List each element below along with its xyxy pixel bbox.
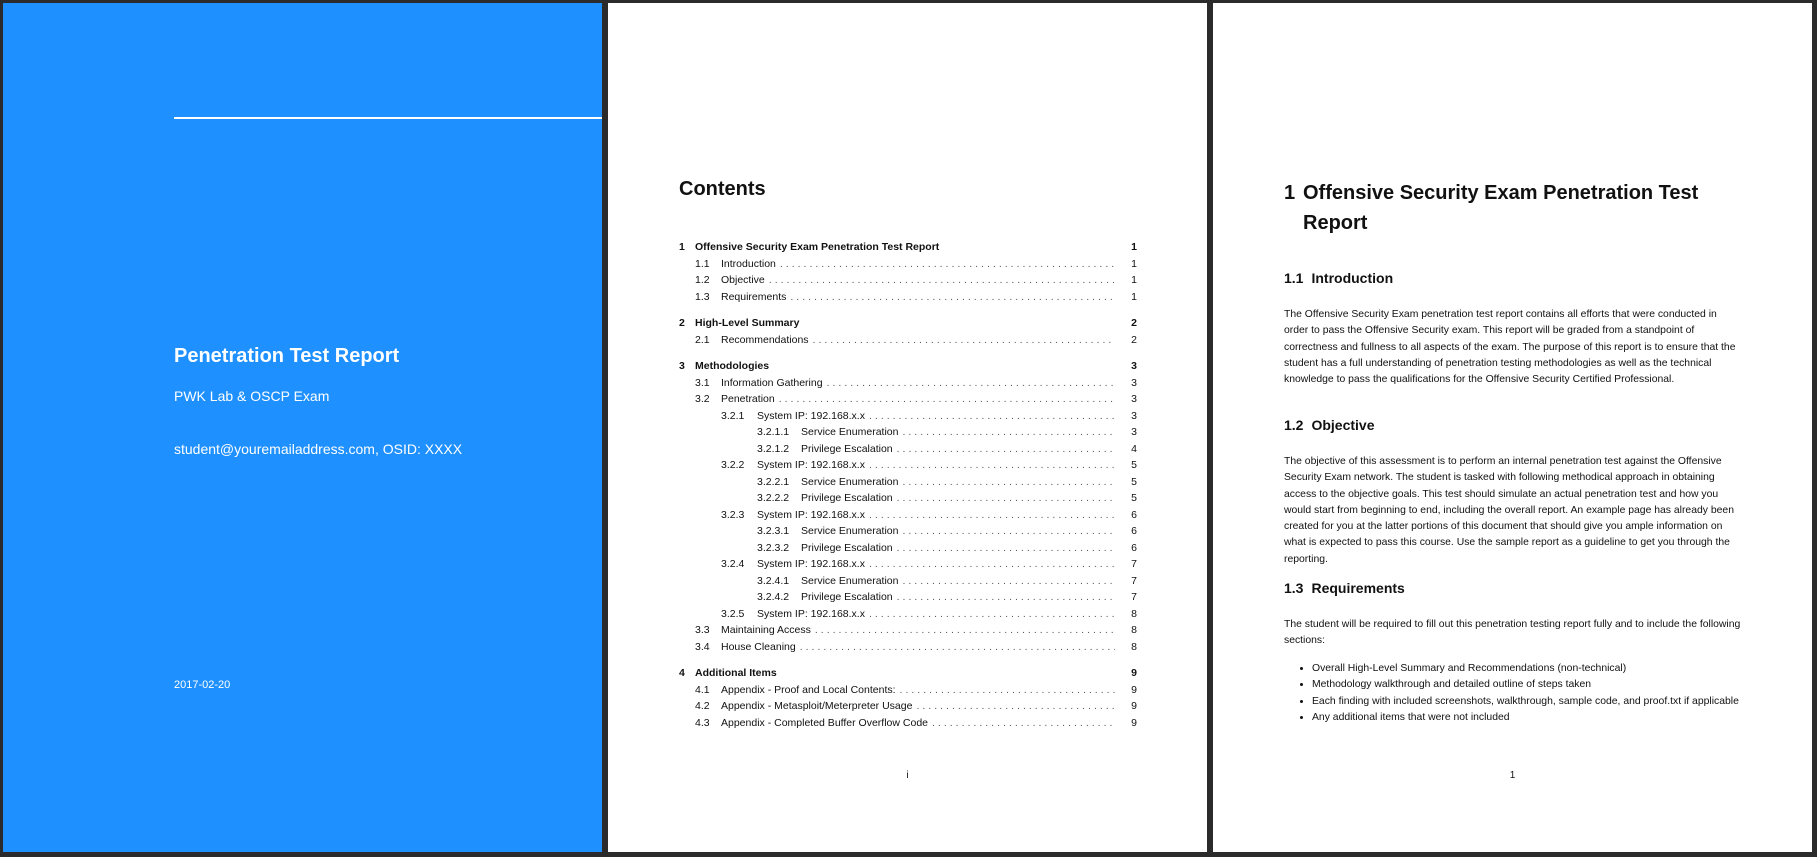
toc-entry[interactable]	[679, 317, 1137, 334]
toc-entry-number: 3.3	[695, 624, 710, 636]
toc-leader-dots	[780, 258, 1115, 270]
chapter-number: 1	[1284, 182, 1296, 204]
cover-date: 2017-02-20	[174, 679, 231, 691]
toc-entry-title: System IP: 192.168.x.x	[757, 607, 865, 620]
toc-entry[interactable]	[679, 360, 1137, 377]
toc-entry-title: Introduction	[721, 257, 776, 270]
toc-entry-number: 1.2	[695, 274, 710, 286]
toc-entry[interactable]	[679, 241, 1137, 258]
toc-entry-number: 3.2.3.2	[757, 541, 790, 554]
list-item: • Methodology walkthrough and detailed outline of steps taken	[1312, 677, 1770, 693]
toc-entry-page: 1	[1131, 274, 1137, 286]
toc-leader-dots	[869, 459, 1115, 471]
toc-entry-page: 3	[1131, 376, 1137, 389]
toc-entry[interactable]	[679, 525, 1137, 542]
toc-entry[interactable]	[679, 591, 1137, 608]
toc-entry-number: 3.2.3.1	[757, 525, 790, 537]
toc-entry-title: Privilege Escalation	[801, 442, 893, 455]
toc-entry-title: Privilege Escalation	[801, 591, 893, 603]
toc-entry-title: System IP: 192.168.x.x	[757, 508, 865, 521]
toc-entry-page: 5	[1131, 459, 1137, 471]
section-heading-introduction	[1284, 270, 1393, 286]
toc-entry[interactable]	[679, 410, 1137, 427]
page-number: 1	[1509, 770, 1516, 781]
toc-entry-title: Service Enumeration	[801, 525, 899, 537]
toc-entry[interactable]	[679, 291, 1137, 308]
toc-leader-dots	[813, 334, 1115, 346]
toc-entry-title: High-Level Summary	[695, 317, 800, 329]
toc-entry-page: 9	[1131, 683, 1137, 696]
toc-entry-number: 2.1	[695, 333, 710, 346]
toc-entry[interactable]	[679, 274, 1137, 291]
toc-entry-page: 6	[1131, 541, 1137, 554]
toc-entry-title: Appendix - Metasploit/Meterpreter Usage	[721, 700, 913, 712]
toc-entry[interactable]	[679, 509, 1137, 526]
toc-entry[interactable]	[679, 492, 1137, 509]
toc-entry-title: Appendix - Proof and Local Contents:	[721, 683, 896, 696]
cover-title: Penetration Test Report	[174, 345, 400, 367]
toc-entry-title: Privilege Escalation	[801, 492, 893, 504]
toc-entry-number: 1.1	[695, 257, 710, 270]
toc-entry-page: 3	[1131, 393, 1137, 405]
toc-leader-dots	[916, 700, 1115, 712]
toc-entry-page: 8	[1131, 624, 1137, 636]
toc-entry[interactable]	[679, 684, 1137, 701]
cover-divider	[174, 117, 602, 119]
toc-entry-page: 9	[1131, 667, 1137, 679]
toc-entry-page: 1	[1131, 241, 1137, 253]
toc-entry[interactable]	[679, 459, 1137, 476]
toc-entry-page: 1	[1131, 257, 1137, 270]
chapter-title: Offensive Security Exam Penetration Test Report	[1303, 182, 1699, 234]
toc-leader-dots	[869, 509, 1115, 521]
toc-leader-dots	[897, 492, 1115, 504]
toc-entry[interactable]	[679, 443, 1137, 460]
toc-entry-page: 6	[1131, 525, 1137, 537]
section-heading-objective	[1284, 417, 1375, 433]
toc-leader-dots	[897, 443, 1115, 455]
toc-leader-dots	[897, 542, 1115, 554]
toc-entry[interactable]	[679, 542, 1137, 559]
toc-entry[interactable]	[679, 667, 1137, 684]
toc-entry-number: 4	[679, 667, 685, 679]
toc-entry-number: 3.2.3	[721, 508, 745, 521]
section-number: 1.3	[1284, 580, 1304, 596]
page-number: i	[906, 770, 909, 781]
toc-entry-number: 3.1	[695, 376, 710, 389]
toc-entry-number: 2	[679, 317, 685, 329]
toc-entry-number: 3.2.1	[721, 409, 745, 422]
toc-entry-title: Service Enumeration	[801, 475, 899, 488]
toc-entry-title: Information Gathering	[721, 376, 823, 389]
section-title: Requirements	[1311, 580, 1405, 596]
toc-leader-dots	[902, 476, 1115, 488]
toc-entry-title: System IP: 192.168.x.x	[757, 558, 865, 570]
toc-entry-page: 7	[1131, 591, 1137, 603]
section-heading-requirements	[1284, 580, 1405, 596]
toc-entry[interactable]	[679, 575, 1137, 592]
toc-entry-number: 1.3	[695, 290, 710, 303]
toc-entry-title: Privilege Escalation	[801, 541, 893, 554]
toc-entry[interactable]	[679, 377, 1137, 394]
toc-entry-page: 4	[1131, 442, 1137, 455]
toc-entry-title: System IP: 192.168.x.x	[757, 459, 865, 471]
toc-entry-page: 5	[1131, 475, 1137, 488]
toc-entry-number: 3.2.1.2	[757, 442, 790, 455]
toc-leader-dots	[902, 575, 1115, 587]
toc-entry-page: 8	[1131, 607, 1137, 620]
toc-leader-dots	[769, 274, 1115, 286]
toc-entry[interactable]	[679, 558, 1137, 575]
toc-entry-title: House Cleaning	[721, 640, 796, 653]
toc-entry[interactable]	[679, 258, 1137, 275]
toc-entry-page: 9	[1131, 700, 1137, 712]
toc-entry-title: Requirements	[721, 290, 787, 303]
cover-subtitle: PWK Lab & OSCP Exam	[174, 388, 330, 404]
toc-leader-dots	[869, 558, 1115, 570]
toc-entry-number: 3.2.2.2	[757, 492, 790, 504]
cover-author: student@youremailaddress.com, OSID: XXXX	[174, 441, 463, 457]
toc-entry-title: System IP: 192.168.x.x	[757, 409, 865, 422]
toc-leader-dots	[815, 624, 1115, 636]
toc-entry-number: 1	[679, 241, 685, 253]
contents-heading: Contents	[679, 178, 766, 200]
list-item: • Any additional items that were not included	[1312, 710, 1770, 726]
toc-entry-title: Additional Items	[695, 667, 777, 679]
toc-leader-dots	[897, 591, 1115, 603]
toc-entry-number: 4.1	[695, 683, 710, 696]
section-number: 1.2	[1284, 417, 1304, 433]
toc-entry-number: 3.2.4.1	[757, 574, 790, 587]
toc-leader-dots	[869, 410, 1115, 422]
toc-leader-dots	[827, 377, 1115, 389]
toc-entry-page: 1	[1131, 290, 1137, 303]
toc-entry-number: 3.2.2.1	[757, 475, 790, 488]
toc-leader-dots	[790, 291, 1115, 303]
section-title: Introduction	[1311, 270, 1394, 286]
toc-entry-title: Appendix - Completed Buffer Overflow Code	[721, 716, 928, 729]
toc-entry-number: 3.2.5	[721, 607, 745, 620]
toc-entry-title: Methodologies	[695, 360, 770, 372]
toc-entry-number: 3.2	[695, 393, 710, 405]
toc-entry-number: 3.2.1.1	[757, 426, 790, 438]
toc-entry-page: 7	[1131, 574, 1137, 587]
toc-entry-page: 8	[1131, 640, 1137, 653]
toc-entry-page: 9	[1131, 716, 1137, 729]
toc-entry[interactable]	[679, 426, 1137, 443]
contents-page	[608, 3, 1207, 852]
toc-entry-page: 7	[1131, 558, 1137, 570]
toc-leader-dots	[932, 717, 1115, 729]
toc-leader-dots	[902, 426, 1115, 438]
toc-leader-dots	[902, 525, 1115, 537]
toc-entry-title: Recommendations	[721, 333, 809, 346]
toc-entry-number: 3	[679, 360, 685, 372]
toc-entry-title: Service Enumeration	[801, 574, 899, 587]
toc-entry[interactable]	[679, 476, 1137, 493]
toc-entry[interactable]	[679, 334, 1137, 351]
toc-entry[interactable]	[679, 641, 1137, 658]
requirements-paragraph: The student will be required to fill out this penetration testing report fully and to include the following sections:	[1284, 619, 1741, 647]
toc-entry-number: 4.2	[695, 700, 710, 712]
toc-entry[interactable]	[679, 624, 1137, 641]
toc-entry[interactable]	[679, 700, 1137, 717]
toc-entry[interactable]	[679, 717, 1137, 734]
contents-list	[679, 241, 1137, 733]
chapter-heading	[1284, 178, 1744, 238]
toc-entry-title: Maintaining Access	[721, 624, 811, 636]
section-title: Objective	[1311, 417, 1375, 433]
cover-page	[3, 3, 602, 852]
toc-entry-page: 3	[1131, 409, 1137, 422]
toc-leader-dots	[900, 684, 1115, 696]
toc-entry-page: 3	[1131, 426, 1137, 438]
list-item: • Overall High-Level Summary and Recommendations (non-technical)	[1312, 661, 1770, 677]
objective-paragraph: The objective of this assessment is to perform an internal penetration test against the Offensive Security Exam network. The student is tasked with following methodical approach in obtaining access to the objective goals. This test should simulate an actual penetration test and how you would start from beginning to end, including the overall report. An example page has already been created for you at the latter portions of this document that should give you ample information on what is expected to pass this course. Use the sample report as a guideline to get you through the reporting.	[1284, 456, 1734, 565]
introduction-paragraph: The Offensive Security Exam penetration test report contains all efforts that were conducted in order to pass the Offensive Security exam. This report will be graded from a standpoint of correctness and fullness to all aspects of the exam. The purpose of this report is to ensure that the student has a full understanding of penetration testing methodologies as well as the technical knowledge to pass the qualifications for the Offensive Security Certified Professional.	[1284, 309, 1736, 386]
toc-entry[interactable]	[679, 393, 1137, 410]
toc-entry-title: Penetration	[721, 393, 775, 405]
toc-entry-title: Service Enumeration	[801, 426, 899, 438]
toc-entry-number: 3.2.4.2	[757, 591, 790, 603]
toc-leader-dots	[800, 641, 1115, 653]
toc-entry-page: 3	[1131, 360, 1137, 372]
toc-leader-dots	[869, 608, 1115, 620]
toc-entry-page: 6	[1131, 508, 1137, 521]
toc-entry-page: 2	[1131, 317, 1137, 329]
toc-entry-title: Objective	[721, 274, 765, 286]
list-item: • Each finding with included screenshots, walkthrough, sample code, and proof.txt if applicable	[1312, 694, 1770, 710]
toc-entry-number: 3.2.4	[721, 558, 745, 570]
toc-entry-page: 5	[1131, 492, 1137, 504]
requirements-list	[1284, 661, 1770, 726]
toc-entry-number: 3.2.2	[721, 459, 745, 471]
toc-entry-page: 2	[1131, 333, 1137, 346]
section-number: 1.1	[1284, 270, 1304, 286]
toc-entry-number: 4.3	[695, 716, 710, 729]
toc-entry-number: 3.4	[695, 640, 710, 653]
toc-entry-title: Offensive Security Exam Penetration Test Report	[695, 241, 940, 253]
toc-leader-dots	[779, 393, 1115, 405]
toc-entry[interactable]	[679, 608, 1137, 625]
report-page	[1213, 3, 1812, 852]
